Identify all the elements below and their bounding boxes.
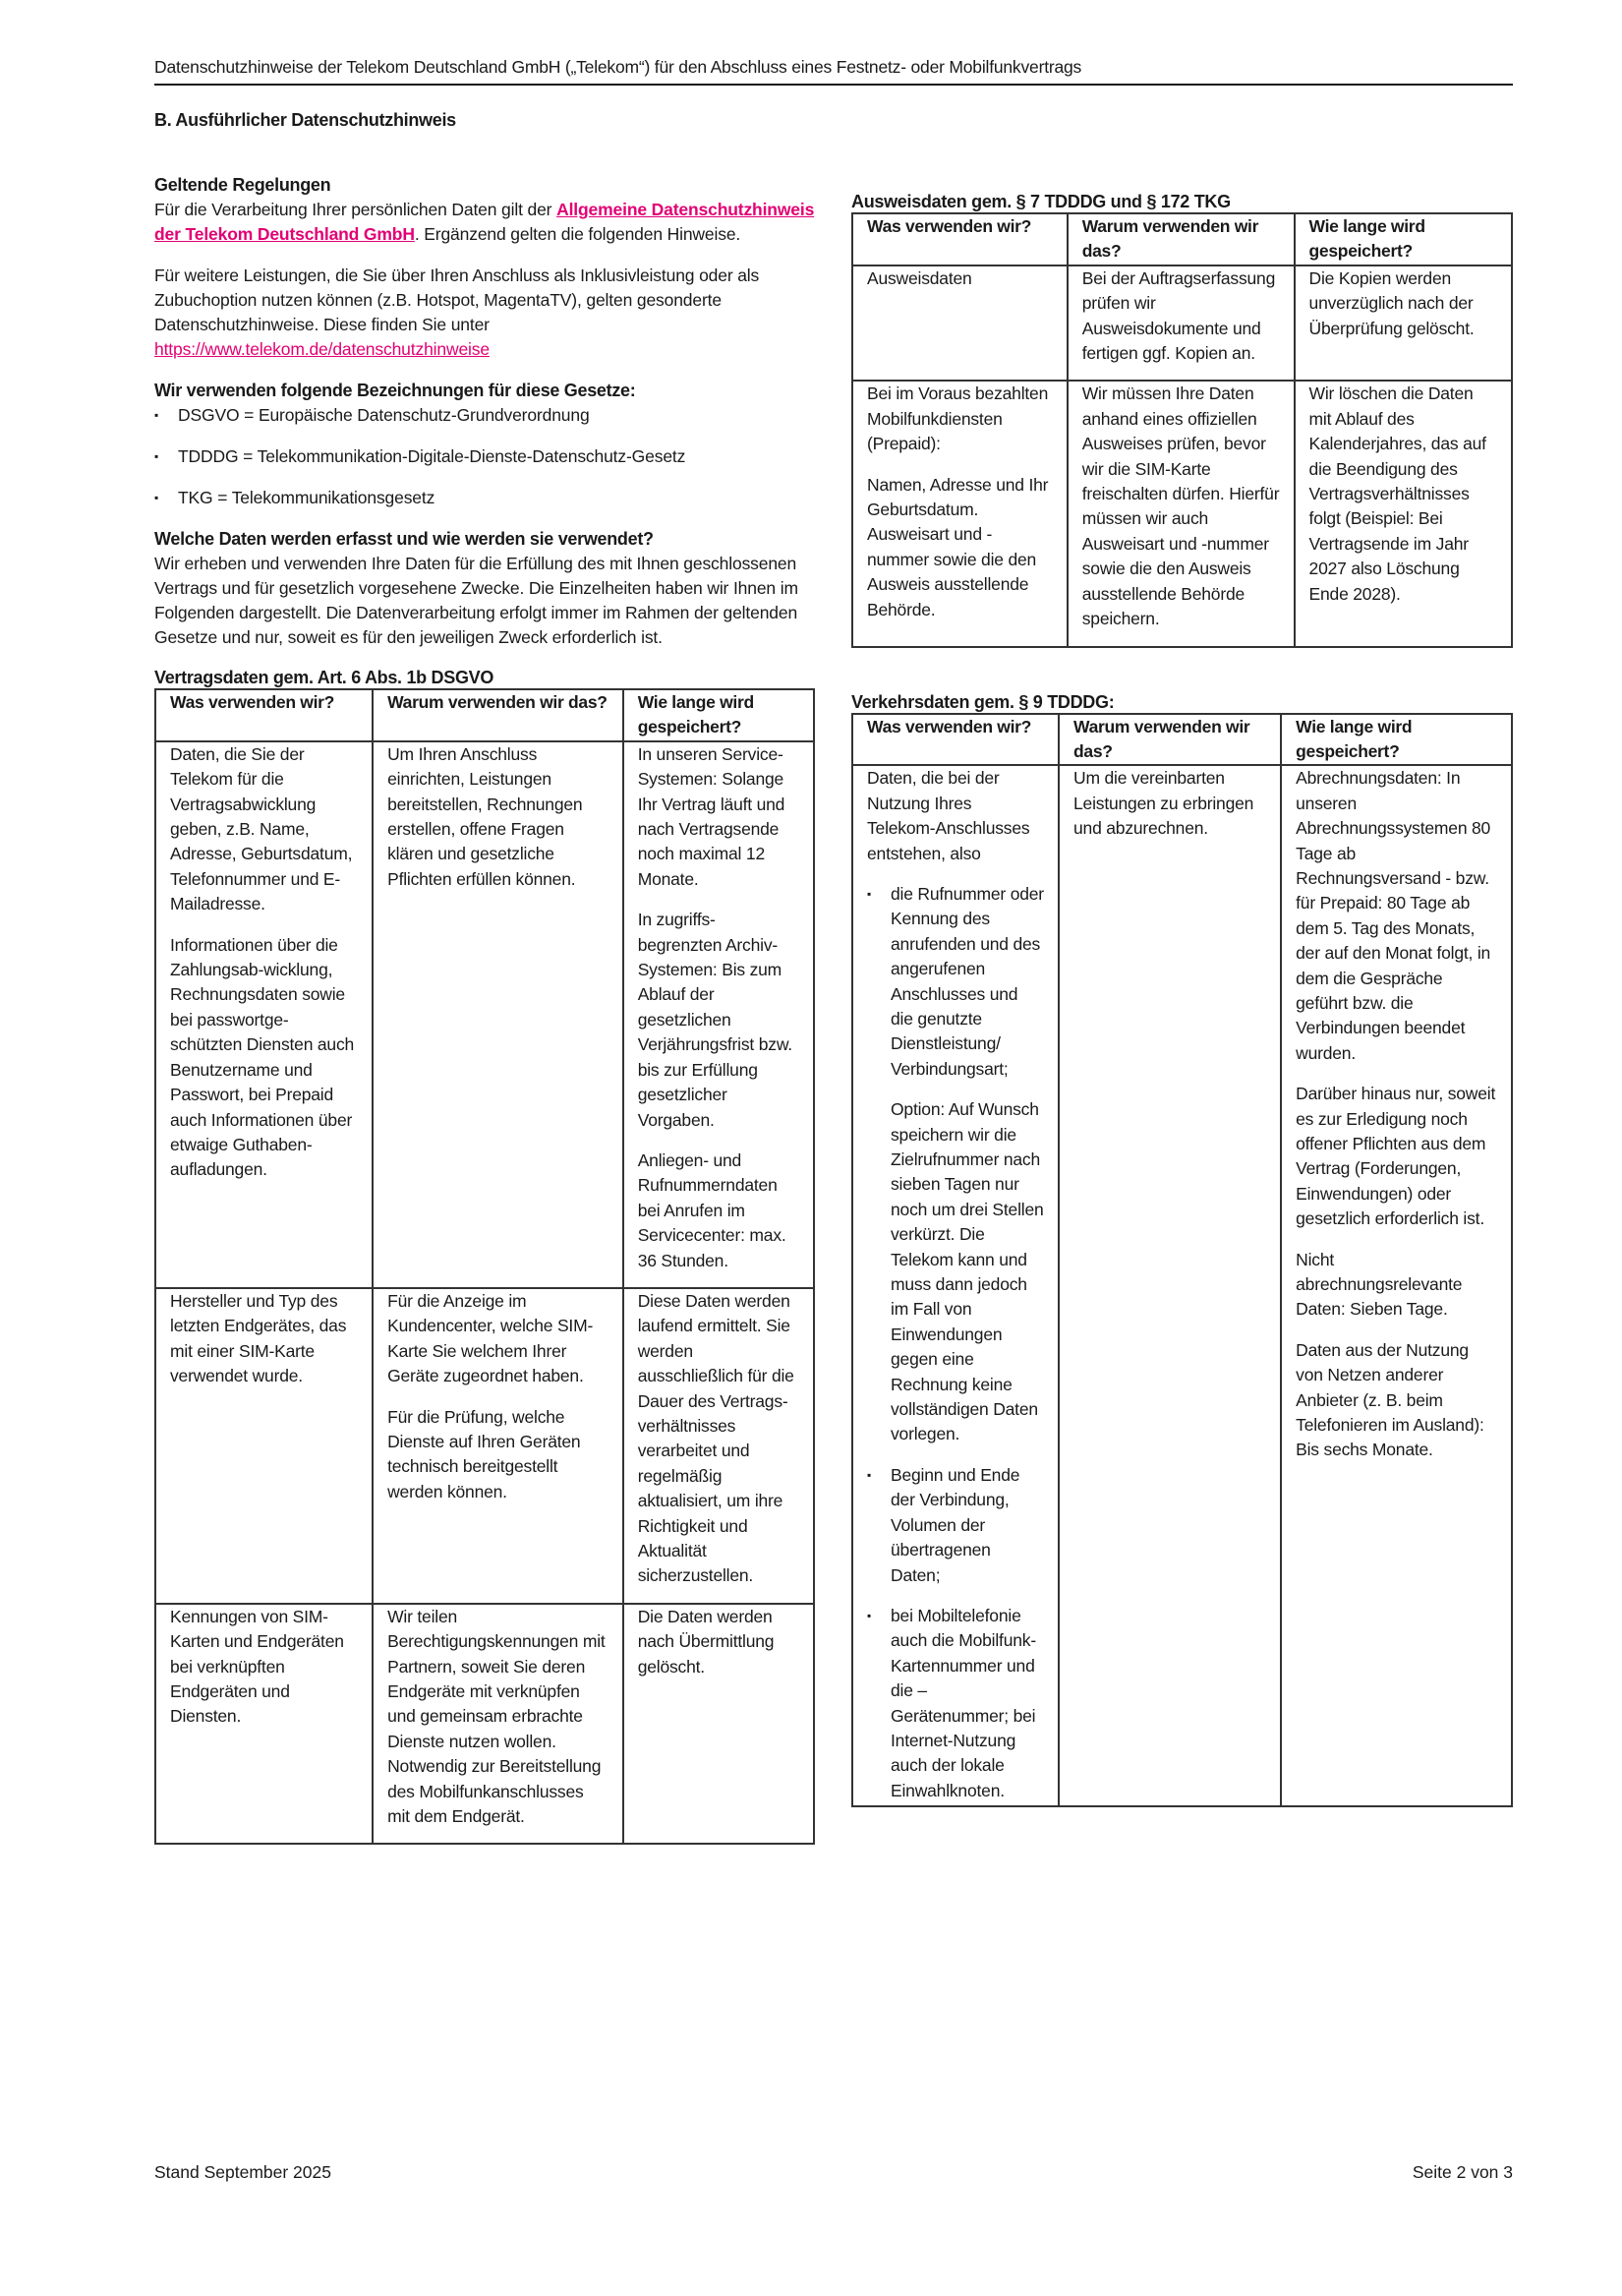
cell-text: Wir teilen Berechtigungskennungen mit Partnern, soweit Sie deren Endgeräte mit verknüpfen und gemeinsam erbrachte Dienste nutzen wollen. Notwendig zur Bereitstellung des Mobilfunkanschlusses mit dem Endgerät. <box>387 1606 606 1827</box>
table-row <box>155 1604 814 1845</box>
table-header-row <box>155 689 814 741</box>
cell-why <box>373 741 623 1288</box>
footer-page-number: Seite 2 von 3 <box>1412 2162 1513 2182</box>
table-row <box>155 1288 814 1604</box>
law-item-tdddg: ▪ TDDDG = Telekommunikation-Digitale-Dienste-Datenschutz-Gesetz <box>154 444 815 469</box>
cell-text: Diese Daten werden laufend ermittelt. Sie werden ausschließlich für die Dauer des Vertrags-verhältnisses verarbeitet und regelmäßig aktualisiert, um ihre Richtigkeit und Aktualität sicherzustellen. <box>637 1290 794 1586</box>
cell-what <box>155 1604 373 1845</box>
list-item <box>867 1604 1044 1803</box>
geltende-text-after: . Ergänzend gelten die folgenden Hinweise. <box>414 224 741 244</box>
vertragsdaten-table <box>154 688 815 1845</box>
laws-heading: Wir verwenden folgende Bezeichnungen für diese Gesetze: <box>154 381 636 400</box>
footer-date: Stand September 2025 <box>154 2162 331 2182</box>
cell-text: Wir löschen die Daten mit Ablauf des Kalenderjahres, das auf die Beendigung des Vertragsverhältnisses folgt (Beispiel: Bei Vertragsende im Jahr 2027 also Löschung Ende 2028). <box>1308 383 1486 604</box>
welche-daten-heading: Welche Daten werden erfasst und wie werden sie verwendet? <box>154 529 654 549</box>
document-header: Datenschutzhinweise der Telekom Deutschland GmbH („Telekom“) für den Abschluss eines Festnetz- oder Mobilfunkvertrags <box>154 55 1513 86</box>
laws-list <box>154 403 815 510</box>
cell-why <box>1068 381 1295 646</box>
cell-text: Darüber hinaus nur, soweit es zur Erledigung noch offener Pflichten aus dem Vertrag (Forderungen, Einwendungen) oder gesetzlich erforderlich ist. <box>1296 1084 1496 1229</box>
cell-text: Um Ihren Anschluss einrichten, Leistungen bereitstellen, Rechnungen erstellen, offene Fragen klären und gesetzliche Pflichten erfüllen können. <box>387 743 583 889</box>
bullet-text: ▪ bei Mobiltelefonie auch die Mobilfunk-Kartennummer und die –Gerätenummer; bei Internet-Nutzung auch der lokale Einwahlknoten. <box>891 1605 1036 1800</box>
ausweisdaten-table <box>851 212 1513 648</box>
cell-text: Für die Prüfung, welche Dienste auf Ihren Geräten technisch bereitgestellt werden können. <box>387 1406 581 1501</box>
cell-why <box>1059 765 1281 1806</box>
cell-why <box>373 1604 623 1845</box>
table-row <box>852 381 1512 646</box>
welche-daten-text: Wir erheben und verwenden Ihre Daten für die Erfüllung des mit Ihnen geschlossenen Vertrags und für gesetzlich vorgesehene Zwecke. Die Einzelheiten haben wir Ihnen im Folgenden dargestellt. Die Datenverarbeitung erfolgt immer im Rahmen der geltenden Gesetze und nur, soweit es für den jeweiligen Zweck erforderlich ist. <box>154 554 798 647</box>
column-header-why: Warum verwenden wir das? <box>373 689 623 741</box>
column-header-why: Warum verwenden wir das? <box>1068 213 1295 265</box>
cell-text: Nicht abrechnungsrelevante Daten: Sieben Tage. <box>1296 1249 1463 1320</box>
cell-text: Abrechnungsdaten: In unseren Abrechnungssystemen 80 Tage ab Rechnungsversand - bzw. für Prepaid: 80 Tage ab dem 5. Tag des Monats, der auf den Monat folgt, in dem die Gespräche geführt bzw. die Verbindungen beendet wurden. <box>1296 768 1491 1063</box>
geltende-heading: Geltende Regelungen <box>154 175 331 195</box>
cell-text: Die Kopien werden unverzüglich nach der Überprüfung gelöscht. <box>1308 267 1475 338</box>
table-row <box>852 765 1512 1806</box>
datenschutzhinweise-url-link[interactable]: https://www.telekom.de/datenschutzhinweise <box>154 339 490 359</box>
law-item-dsgvo: ▪ DSGVO = Europäische Datenschutz-Grundverordnung <box>154 403 815 428</box>
column-header-what: Was verwenden wir? <box>852 213 1068 265</box>
table-header-row <box>852 714 1512 766</box>
cell-how-long <box>1295 265 1512 382</box>
cell-why <box>1068 265 1295 382</box>
right-column <box>851 191 1513 1807</box>
allgemeine-datenschutzhinweis-link[interactable]: Allgemeine Datenschutzhinweis der Telekom Deutschland GmbH <box>154 200 815 244</box>
cell-text: Wir müssen Ihre Daten anhand eines offiziellen Ausweises prüfen, bevor wir die SIM-Karte freischalten dürfen. Hierfür müssen wir auch Ausweisart und -nummer sowie die den Ausweis ausstellende Behörde speichern. <box>1081 383 1280 629</box>
cell-what <box>155 741 373 1288</box>
cell-text: Kennungen von SIM-Karten und Endgeräten bei verknüpften Endgeräten und Diensten. <box>170 1606 344 1727</box>
geltende-paragraph-1 <box>154 198 815 247</box>
cell-text: In unseren Service-Systemen: Solange Ihr Vertrag läuft und nach Vertragsende noch maximal 12 Monate. <box>637 743 785 889</box>
table-header-row <box>852 213 1512 265</box>
cell-text: Namen, Adresse und Ihr Geburtsdatum. Ausweisart und -nummer sowie die den Ausweis ausstellende Behörde. <box>867 474 1049 619</box>
geltende-paragraph-2 <box>154 264 815 362</box>
cell-text: Ausweisdaten <box>867 267 972 288</box>
geltende-p2-text: Für weitere Leistungen, die Sie über Ihren Anschluss als Inklusivleistung oder als Zubuchoption nutzen können (z.B. Hotspot, MagentaTV), gelten gesonderte Datenschutzhinweise. Diese finden Sie unter <box>154 265 760 334</box>
list-item <box>867 1463 1044 1588</box>
cell-text: Anliegen- und Rufnummerndaten bei Anrufen im Servicecenter: max. 36 Stunden. <box>637 1149 786 1270</box>
verkehrsdaten-table <box>851 713 1513 1808</box>
cell-text: Für die Anzeige im Kundencenter, welche SIM-Karte Sie welchem Ihrer Geräte zugeordnet haben. <box>387 1290 594 1386</box>
verkehrsdaten-bullet-list <box>867 882 1044 1803</box>
geltende-text-before: Für die Verarbeitung Ihrer persönlichen Daten gilt der <box>154 200 557 219</box>
cell-text: Um die vereinbarten Leistungen zu erbringen und abzurechnen. <box>1073 768 1254 839</box>
cell-what <box>852 265 1068 382</box>
cell-text: Bei der Auftragserfassung prüfen wir Ausweisdokumente und fertigen ggf. Kopien an. <box>1081 267 1276 364</box>
column-header-what: Was verwenden wir? <box>155 689 373 741</box>
verkehrsdaten-title: Verkehrsdaten gem. § 9 TDDDG: <box>851 691 1115 712</box>
law-item-tkg: ▪ TKG = Telekommunikationsgesetz <box>154 486 815 510</box>
section-title: B. Ausführlicher Datenschutzhinweis <box>154 110 456 130</box>
table-row <box>852 265 1512 382</box>
cell-how-long <box>1281 765 1512 1806</box>
cell-text: In zugriffs-begrenzten Archiv-Systemen: Bis zum Ablauf der gesetzlichen Verjährungsfrist bzw. bis zur Erfüllung gesetzlicher Vorgaben. <box>637 910 792 1130</box>
bullet-extra-text: Option: Auf Wunsch speichern wir die Zielrufnummer nach sieben Tagen nur noch um drei Stellen verkürzt. Die Telekom kann und muss dann jedoch im Fall von Einwendungen gegen eine Rechnung keine vollständigen Daten vorlegen. <box>891 1099 1044 1444</box>
left-column <box>154 173 815 1845</box>
column-header-how-long: Wie lange wird gespeichert? <box>623 689 814 741</box>
cell-what <box>155 1288 373 1604</box>
table-row <box>155 741 814 1288</box>
cell-how-long <box>623 741 814 1288</box>
cell-text: Informationen über die Zahlungsab-wicklung, Rechnungsdaten sowie bei passwortge-schützten Diensten auch Benutzername und Passwort, bei Prepaid auch Informationen über etwaige Guthaben-aufladungen. <box>170 934 355 1180</box>
cell-what <box>852 765 1059 1806</box>
ausweisdaten-title: Ausweisdaten gem. § 7 TDDDG und § 172 TKG <box>851 192 1231 211</box>
cell-how-long <box>1295 381 1512 646</box>
cell-text: Die Daten werden nach Übermittlung gelöscht. <box>637 1606 775 1677</box>
list-item <box>867 882 1044 1447</box>
cell-text: Daten aus der Nutzung von Netzen anderer Anbieter (z. B. beim Telefonieren im Ausland): Bis sechs Monate. <box>1296 1339 1484 1460</box>
vertragsdaten-title: Vertragsdaten gem. Art. 6 Abs. 1b DSGVO <box>154 668 494 687</box>
cell-what <box>852 381 1068 646</box>
column-header-how-long: Wie lange wird gespeichert? <box>1295 213 1512 265</box>
cell-text: Hersteller und Typ des letzten Endgerätes, das mit einer SIM-Karte verwendet wurde. <box>170 1290 347 1386</box>
cell-why <box>373 1288 623 1604</box>
cell-how-long <box>623 1604 814 1845</box>
bullet-text: ▪ Beginn und Ende der Verbindung, Volumen der übertragenen Daten; <box>891 1464 1020 1585</box>
cell-text: Daten, die bei der Nutzung Ihres Telekom-Anschlusses entstehen, also <box>867 768 1030 863</box>
column-header-what: Was verwenden wir? <box>852 714 1059 766</box>
column-header-how-long: Wie lange wird gespeichert? <box>1281 714 1512 766</box>
bullet-text: ▪ die Rufnummer oder Kennung des anrufenden und des angerufenen Anschlusses und die genutzte Dienstleistung/ Verbindungsart; <box>891 883 1044 1079</box>
cell-how-long <box>623 1288 814 1604</box>
column-header-why: Warum verwenden wir das? <box>1059 714 1281 766</box>
cell-text: Bei im Voraus bezahlten Mobilfunkdiensten (Prepaid): <box>867 383 1049 454</box>
cell-text: Daten, die Sie der Telekom für die Vertragsabwicklung geben, z.B. Name, Adresse, Geburtsdatum, Telefonnummer und E-Mailadresse. <box>170 743 353 914</box>
